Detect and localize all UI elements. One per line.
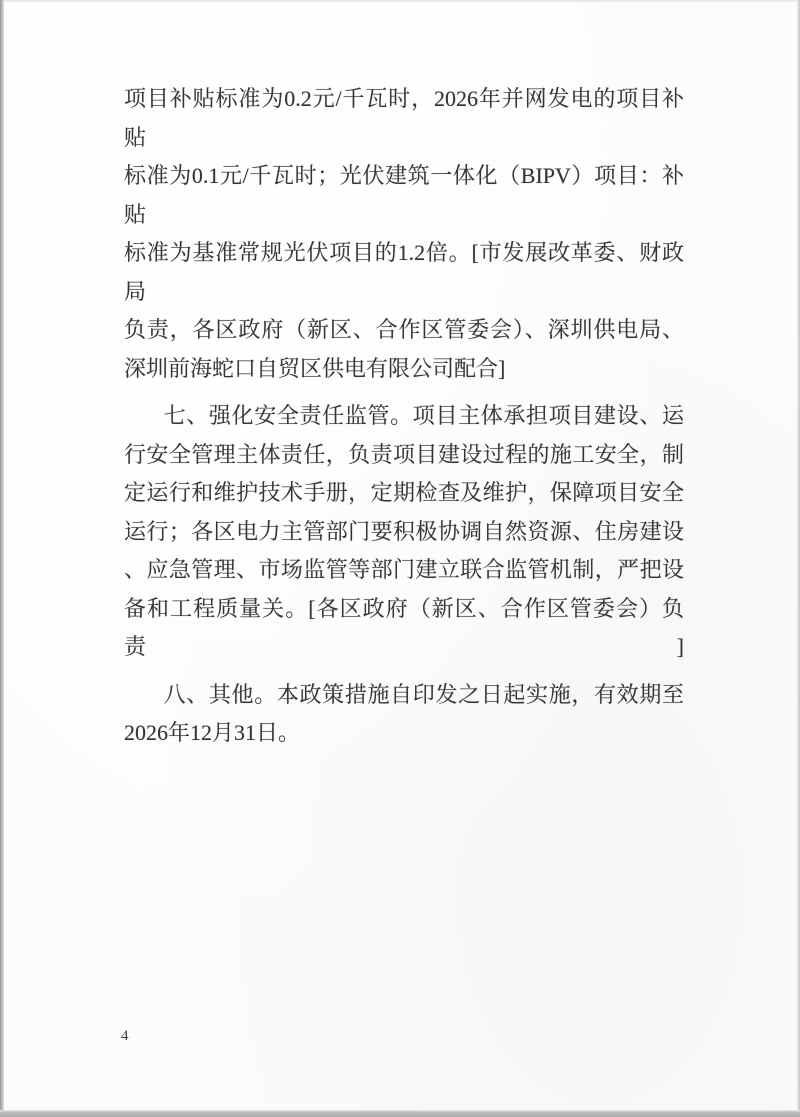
text-line: 深圳前海蛇口自贸区供电有限公司配合] [124, 355, 506, 381]
text-line: 标准为基准常规光伏项目的1.2倍。[市发展改革委、财政局 [124, 240, 684, 304]
text-line: 七、强化安全责任监管。项目主体承担项目建设、运 [163, 403, 684, 428]
text-line: 标准为0.1元/千瓦时；光伏建筑一体化（BIPV）项目：补贴 [124, 163, 684, 227]
paragraph-seven-safety-supervision [124, 397, 684, 667]
scan-edge-top [0, 0, 800, 2]
text-line: 备和工程质量关。[各区政府（新区、合作区管委会）负责] [124, 595, 684, 659]
text-line: 定运行和维护技术手册，定期检查及维护，保障项目安全 [124, 480, 684, 505]
text-line: 负责，各区政府（新区、合作区管委会）、深圳供电局、 [124, 317, 684, 342]
scan-edge-bottom [0, 1110, 800, 1117]
paragraph-subsidy-standard-continuation [124, 80, 684, 388]
text-line: 八、其他。本政策措施自印发之日起实施，有效期至 [163, 681, 684, 707]
text-line: 2026年12月31日。 [124, 720, 301, 745]
paragraph-eight-other [124, 676, 684, 753]
scan-edge-left [0, 0, 4, 1117]
text-line: 运行；各区电力主管部门要积极协调自然资源、住房建设 [124, 518, 684, 544]
text-line: 、应急管理、市场监管等部门建立联合监管机制，严把设 [124, 557, 684, 582]
text-line: 行安全管理主体责任，负责项目建设过程的施工安全，制 [124, 441, 684, 467]
page-number: 4 [121, 1028, 129, 1044]
document-body-text [124, 80, 684, 753]
text-line: 项目补贴标准为0.2元/千瓦时，2026年并网发电的项目补贴 [124, 86, 684, 150]
